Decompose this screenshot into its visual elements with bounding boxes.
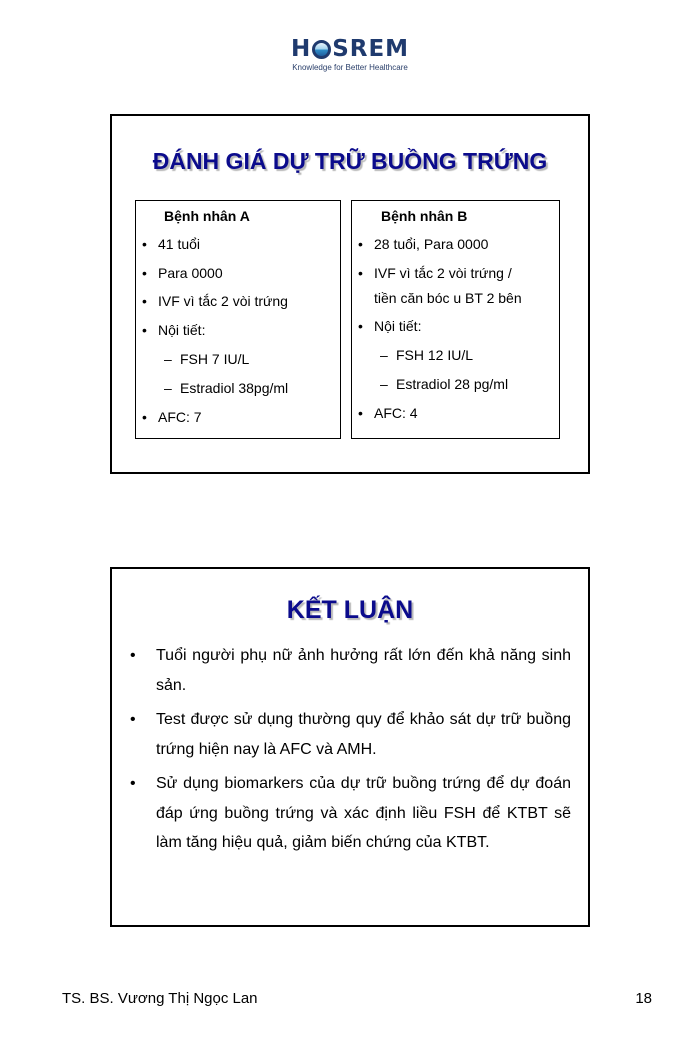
conclusion-list <box>129 641 571 858</box>
hosrem-logo <box>270 36 430 80</box>
patient-b-box: Bệnh nhân B • 28 tuổi, Para 0000 • IVF vì tắc 2 vòi trứng / tiền căn bóc u BT 2 bên • Nội tiết: – FSH 12 IU/L – Estradiol 28 pg/ml • AFC: 4 <box>351 200 560 439</box>
slide-title: KẾT LUẬN <box>286 596 414 624</box>
list-item: • Test được sử dụng thường quy để khảo sát dự trữ buồng trứng hiện nay là AFC và AMH. <box>130 711 571 758</box>
patient-b-heading: Bệnh nhân B <box>381 208 468 224</box>
list-item: • Sử dụng biomarkers của dự trữ buồng trứng để dự đoán đáp ứng buồng trứng và xác định liều FSH để KTBT sẽ làm tăng hiệu quả, giảm biến chứng của KTBT. <box>130 775 571 851</box>
page-number: 18 <box>635 990 652 1007</box>
patient-a-box: Bệnh nhân A • 41 tuổi • Para 0000 • IVF vì tắc 2 vòi trứng • Nội tiết: – FSH 7 IU/L – Estradiol 38pg/ml • AFC: 7 <box>135 200 341 439</box>
slide-ovarian-reserve <box>110 114 590 474</box>
logo-globe-icon <box>312 40 331 59</box>
list-item: • Tuổi người phụ nữ ảnh hưởng rất lớn đến khả năng sinh sản. <box>130 647 571 694</box>
footer-author: TS. BS. Vương Thị Ngọc Lan <box>62 990 258 1007</box>
logo-wordmark <box>291 36 409 62</box>
logo-letter-h: H <box>290 36 312 62</box>
logo-letters-srem: SREM <box>332 36 410 62</box>
logo-tagline: Knowledge for Better Healthcare <box>292 63 408 72</box>
slide-conclusion <box>110 567 590 927</box>
patient-a-heading: Bệnh nhân A <box>164 208 250 224</box>
slide-title: ĐÁNH GIÁ DỰ TRỮ BUỒNG TRỨNG <box>152 148 548 174</box>
